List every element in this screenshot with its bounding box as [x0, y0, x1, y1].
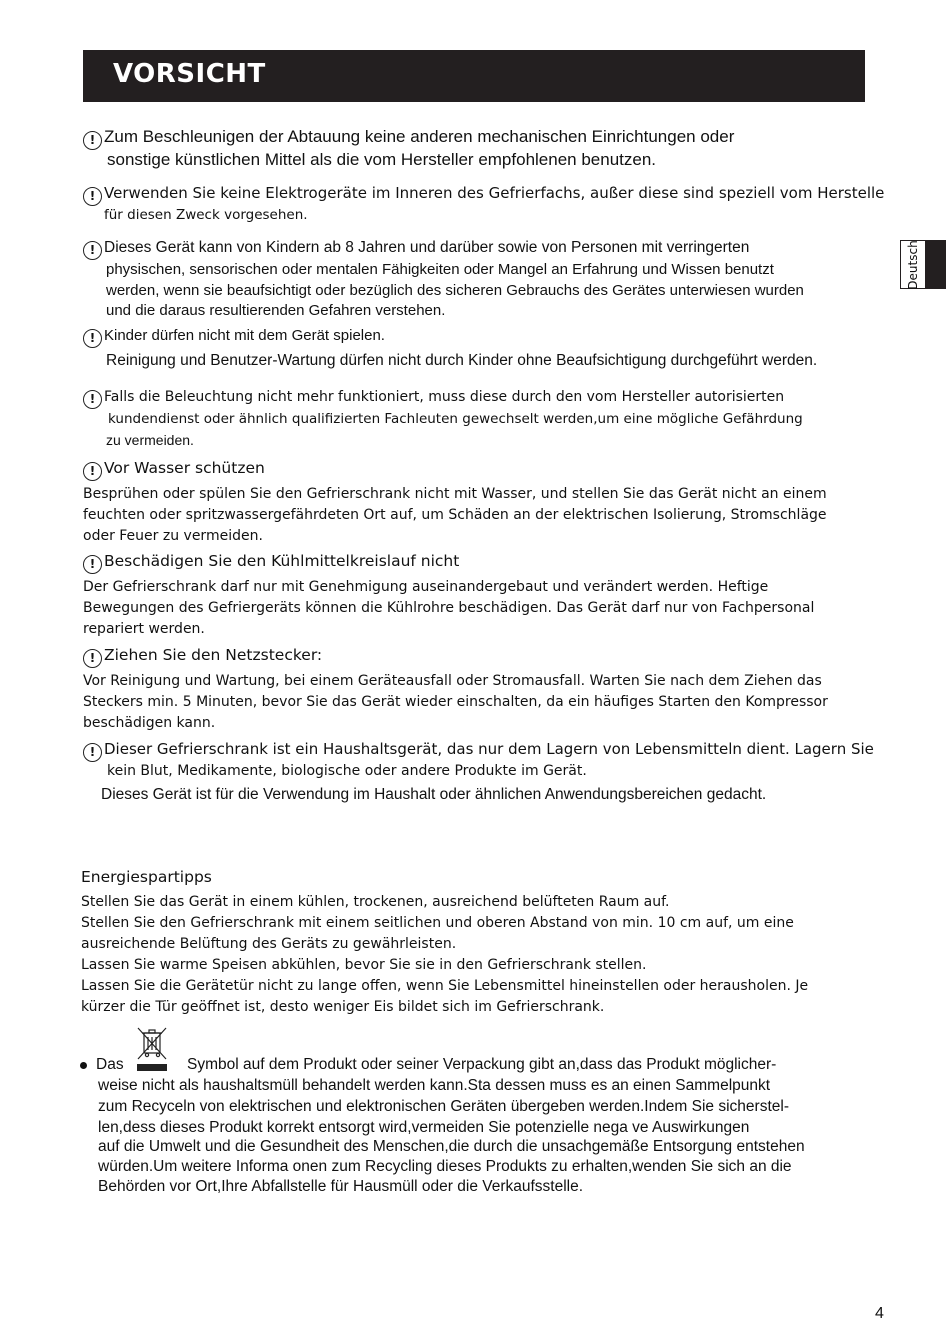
- weee-crossed-bin-icon: [135, 1026, 169, 1072]
- warning-icon: !: [83, 462, 102, 481]
- text-line: weise nicht als haushaltsmüll behandelt werden kann.Sta dessen muss es an einen Sammelpunkt: [98, 1077, 771, 1094]
- warning-icon: !: [83, 743, 102, 762]
- text-line: würden.Um weitere Informa onen zum Recycling dieses Produkts zu erhalten,wenden Sie sich an die: [98, 1158, 792, 1175]
- text-line: zum Recyceln von elektrischen und elektronischen Geräten übergeben werden.Indem Sie sicherstel-: [98, 1098, 789, 1115]
- page-number: 4: [875, 1305, 884, 1322]
- text-line: Besprühen oder spülen Sie den Gefrierschrank nicht mit Wasser, und stellen Sie das Gerät nicht an einem: [83, 486, 827, 502]
- caution-item: [83, 239, 749, 260]
- text-line: ausreichende Belüftung des Geräts zu gewährleisten.: [81, 936, 457, 952]
- text-line: Behörden vor Ort,Ihre Abfallstelle für Hausmüll oder die Verkaufsstelle.: [98, 1178, 584, 1195]
- warning-icon: !: [83, 390, 102, 409]
- caution-item: [83, 552, 459, 574]
- text-line: Lassen Sie die Gerätetür nicht zu lange offen, wenn Sie Lebensmittel hineinstellen oder herausholen. Je: [81, 978, 809, 994]
- text-line: feuchten oder spritzwassergefährdeten Ort auf, um Schäden an der elektrischen Isolierung, Stromschläge: [83, 507, 827, 523]
- header-banner: [83, 50, 865, 102]
- text-line: Bewegungen des Gefriergeräts können die Kühlrohre beschädigen. Das Gerät darf nur von Fachpersonal: [83, 600, 815, 616]
- warning-icon: !: [83, 131, 102, 150]
- text-line: sonstige künstlichen Mittel als die vom Hersteller empfohlenen benutzen.: [107, 150, 657, 169]
- caution-item: [83, 184, 884, 206]
- text-line: Reinigung und Benutzer-Wartung dürfen nicht durch Kinder ohne Beaufsichtigung durchgeführt werden.: [106, 352, 818, 369]
- language-tab-bar: [925, 240, 946, 289]
- warning-icon: !: [83, 329, 102, 348]
- text-line: zu vermeiden.: [106, 432, 194, 448]
- text-line: Dieses Gerät kann von Kindern ab 8 Jahren und darüber sowie von Personen mit verringerten: [104, 239, 750, 256]
- section-heading: Beschädigen Sie den Kühlmittelkreislauf nicht: [104, 552, 460, 570]
- text-line: Lassen Sie warme Speisen abkühlen, bevor Sie sie in den Gefrierschrank stellen.: [81, 957, 647, 973]
- text-line: Symbol auf dem Produkt oder seiner Verpackung gibt an,dass das Produkt möglicher-: [187, 1056, 777, 1073]
- warning-icon: !: [83, 241, 102, 260]
- text-line: kürzer die Tür geöffnet ist, desto weniger Eis bildet sich im Gefrierschrank.: [81, 999, 605, 1015]
- text-line: und die daraus resultierenden Gefahren verstehen.: [106, 302, 446, 319]
- text-line: Steckers min. 5 Minuten, bevor Sie das Gerät wieder einschalten, da ein häufiges Starten den Kompressor: [83, 694, 828, 710]
- warning-icon: !: [83, 187, 102, 206]
- text-line: Der Gefrierschrank darf nur mit Genehmigung auseinandergebaut und verändert werden. Heftige: [83, 579, 769, 595]
- language-tab: [900, 240, 946, 289]
- text-line: oder Feuer zu vermeiden.: [83, 528, 263, 544]
- text-line: werden, wenn sie beaufsichtigt oder bezüglich des sicheren Gebrauchs des Gerätes unterwiesen wurden: [106, 282, 804, 299]
- text-line: Dieser Gefrierschrank ist ein Haushaltsgerät, das nur dem Lagern von Lebensmitteln dient. Lagern Sie: [104, 740, 874, 758]
- text-line: Zum Beschleunigen der Abtauung keine anderen mechanischen Einrichtungen oder: [104, 127, 735, 146]
- language-tab-label: Deutsch: [906, 240, 920, 290]
- section-heading: Vor Wasser schützen: [104, 459, 265, 477]
- text-line: Stellen Sie den Gefrierschrank mit einem seitlichen und oberen Abstand von min. 10 cm auf, um eine: [81, 915, 794, 931]
- energy-tips-heading: Energiespartipps: [81, 868, 212, 886]
- text-line: repariert werden.: [83, 621, 205, 637]
- text-line: Vor Reinigung und Wartung, bei einem Geräteausfall oder Stromausfall. Warten Sie nach dem Ziehen das: [83, 673, 822, 689]
- text-line: beschädigen kann.: [83, 715, 216, 731]
- text-line: kein Blut, Medikamente, biologische oder andere Produkte im Gerät.: [107, 763, 587, 779]
- warning-icon: !: [83, 649, 102, 668]
- text-line: Stellen Sie das Gerät in einem kühlen, trockenen, ausreichend belüfteten Raum auf.: [81, 894, 670, 910]
- text-line: Das: [96, 1056, 124, 1073]
- text-line: auf die Umwelt und die Gesundheit des Menschen,die durch die unsachgemäße Entsorgung entstehen: [98, 1138, 805, 1155]
- text-line: physischen, sensorischen oder mentalen Fähigkeiten oder Mangel an Erfahrung und Wissen benutzt: [106, 261, 774, 278]
- text-line: kundendienst oder ähnlich qualifizierten Fachleuten gewechselt werden,um eine mögliche Gefährdung: [108, 411, 803, 427]
- section-heading: Ziehen Sie den Netzstecker:: [104, 646, 323, 664]
- caution-item: [83, 389, 784, 409]
- caution-item: [83, 459, 265, 481]
- caution-item: [83, 740, 874, 762]
- text-line: Kinder dürfen nicht mit dem Gerät spielen.: [104, 327, 385, 344]
- text-line: len,dess dieses Produkt korrekt entsorgt wird,vermeiden Sie potenzielle nega ve Auswirkungen: [98, 1119, 750, 1136]
- caution-item: [83, 646, 322, 668]
- text-line: Falls die Beleuchtung nicht mehr funktioniert, muss diese durch den vom Hersteller autorisierten: [104, 389, 785, 405]
- page-title: VORSICHT: [113, 59, 266, 89]
- caution-item: [83, 327, 385, 348]
- language-tab-box: [900, 240, 926, 289]
- text-line: Verwenden Sie keine Elektrogeräte im Inneren des Gefrierfachs, außer diese sind speziell vom Herstelle: [104, 184, 885, 202]
- text-line: für diesen Zweck vorgesehen.: [104, 207, 308, 223]
- caution-item: [83, 127, 734, 150]
- bullet: [80, 1062, 87, 1069]
- warning-icon: !: [83, 555, 102, 574]
- text-line: Dieses Gerät ist für die Verwendung im Haushalt oder ähnlichen Anwendungsbereichen gedacht.: [101, 786, 767, 803]
